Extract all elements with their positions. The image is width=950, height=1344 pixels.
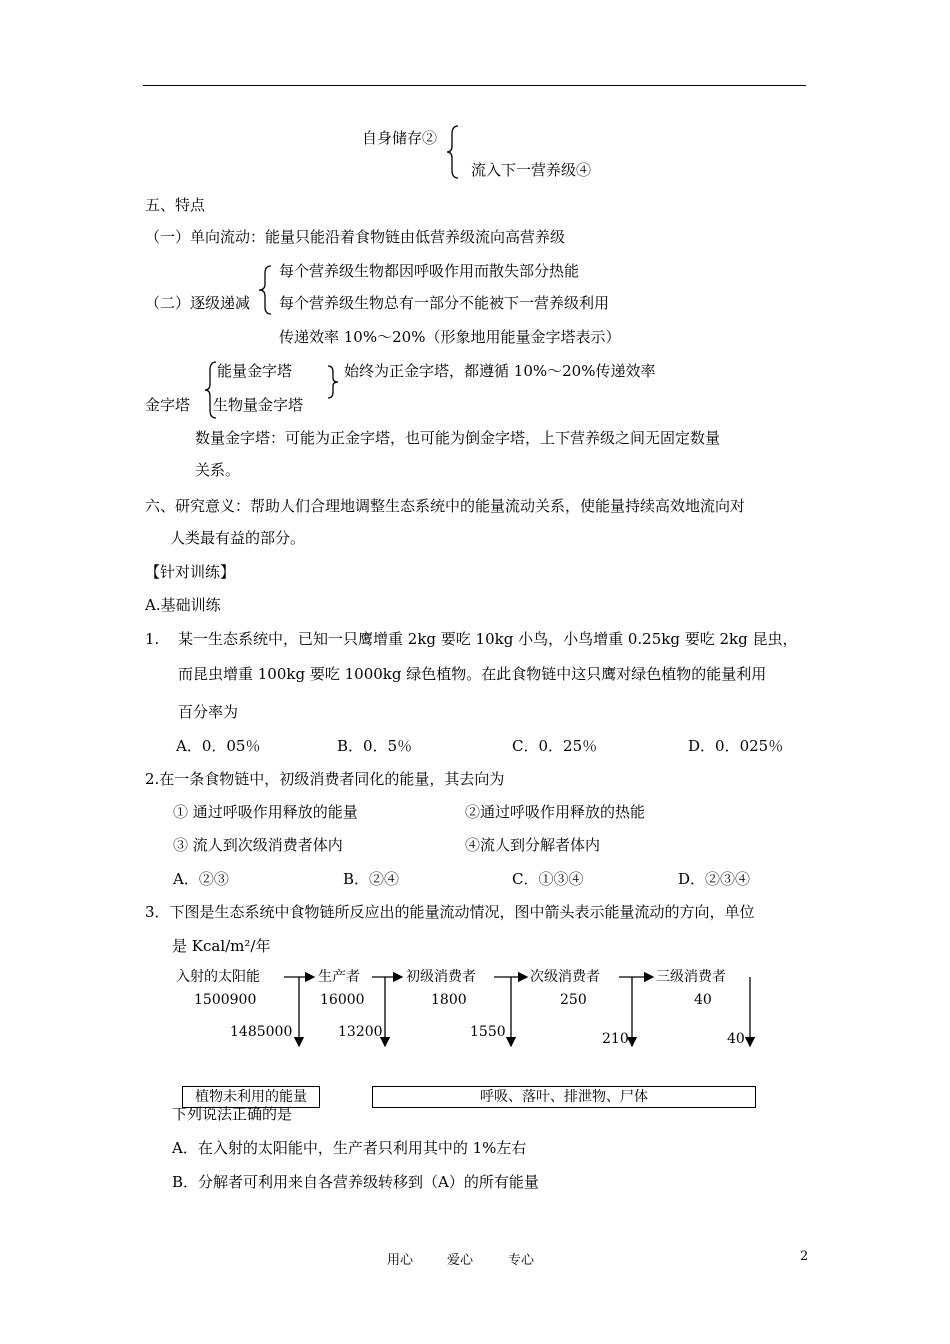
q1-option-b: B．0．5％ (337, 737, 413, 755)
training-heading: 【针对训练】 (145, 563, 236, 581)
pyramid-label: 金字塔 (145, 396, 191, 414)
loss-primary: 1550 (470, 1024, 506, 1040)
node-secondary: 次级消费者 (530, 969, 600, 985)
loss-solar: 1485000 (230, 1024, 293, 1040)
number-pyramid-line1: 数量金字塔：可能为正金字塔，也可能为倒金字塔，上下营养级之间无固定数量 (195, 429, 721, 447)
value-producer: 16000 (320, 992, 365, 1008)
footer-motto-2: 爱心 (447, 1253, 474, 1268)
q1-option-a: A．0．05％ (176, 737, 261, 755)
q3-line2: 是 Kcal/m²/年 (172, 937, 271, 955)
q1-line1: 某一生态系统中，已知一只鹰增重 2kg 要吃 10kg 小鸟，小鸟增重 0.25kg 要吃 2kg 昆虫， (178, 630, 798, 648)
q2-statement-1: ① 通过呼吸作用释放的能量 (173, 803, 358, 821)
biomass-pyramid: 生物量金字塔 (213, 396, 304, 414)
q2-statement-2: ②通过呼吸作用释放的热能 (465, 803, 646, 821)
value-solar: 1500900 (194, 992, 257, 1008)
node-tertiary: 三级消费者 (656, 969, 726, 985)
node-solar: 入射的太阳能 (176, 969, 260, 985)
section5-item2-line3: 传递效率 10%～20%（形象地用能量金字塔表示） (279, 328, 621, 346)
pyramid-shared-note: 始终为正金字塔，都遵循 10%～20%传递效率 (344, 362, 656, 380)
energy-flow-diagram (172, 960, 772, 1110)
section5-item2-line2: 每个营养级生物总有一部分不能被下一营养级利用 (279, 294, 610, 312)
q2-option-d: D．②③④ (678, 870, 751, 888)
energy-pyramid: 能量金字塔 (217, 362, 293, 380)
flow-next-text: 流入下一营养级④ (471, 161, 592, 179)
q3-option-a: A．在入射的太阳能中，生产者只利用其中的 1%左右 (172, 1139, 527, 1157)
pyramid-right-brace (326, 364, 340, 400)
section6-line1: 六、研究意义：帮助人们合理地调整生态系统中的能量流动关系，使能量持续高效地流向对 (145, 497, 746, 515)
node-primary: 初级消费者 (406, 969, 476, 985)
header-rule (143, 85, 806, 86)
q1-option-d: D．0．025％ (688, 737, 784, 755)
box-respiration: 呼吸、落叶、排泄物、尸体 (372, 1086, 756, 1108)
decrease-brace (258, 264, 274, 316)
value-tertiary: 40 (694, 992, 712, 1008)
q2-statement-4: ④流人到分解者体内 (465, 836, 601, 854)
loss-tertiary: 40 (727, 1031, 745, 1047)
loss-producer: 13200 (338, 1024, 383, 1040)
q3-prompt: 下列说法正确的是 (172, 1105, 293, 1123)
self-store-text: 自身储存② (362, 129, 438, 147)
section5-item2-label: （二）逐级递减 (145, 294, 251, 312)
page-number: 2 (800, 1249, 809, 1264)
training-sub: A.基础训练 (145, 596, 221, 614)
q2-statement-3: ③ 流人到次级消费者体内 (173, 836, 343, 854)
q3-line1: 3．下图是生态系统中食物链所反应出的能量流动情况，图中箭头表示能量流动的方向，单位 (145, 903, 755, 921)
q2-stem: 2.在一条食物链中，初级消费者同化的能量，其去向为 (145, 770, 505, 788)
q3-option-b: B．分解者可利用来自各营养级转移到（A）的所有能量 (172, 1173, 539, 1191)
q1-line2: 而昆虫增重 100kg 要吃 1000kg 绿色植物。在此食物链中这只鹰对绿色植物的能量利用 (178, 665, 767, 683)
q2-option-b: B．②④ (343, 870, 400, 888)
value-secondary: 250 (560, 992, 587, 1008)
node-producer: 生产者 (318, 969, 360, 985)
box-unused-energy: 植物未利用的能量 (182, 1086, 320, 1108)
q1-number: 1. (145, 630, 160, 648)
q2-option-a: A．②③ (173, 870, 229, 888)
value-primary: 1800 (431, 992, 467, 1008)
q1-line3: 百分率为 (178, 703, 239, 721)
section5-item2-line1: 每个营养级生物都因呼吸作用而散失部分热能 (279, 262, 580, 280)
outline-brace (446, 124, 462, 180)
q1-option-c: C．0．25％ (512, 737, 598, 755)
loss-secondary: 210 (602, 1031, 629, 1047)
section5-item1: （一）单向流动：能量只能沿着食物链由低营养级流向高营养级 (145, 228, 566, 246)
section6-line2: 人类最有益的部分。 (170, 529, 306, 547)
footer-motto-3: 专心 (508, 1253, 535, 1268)
q2-option-c: C．①③④ (512, 870, 584, 888)
number-pyramid-line2: 关系。 (195, 461, 241, 479)
section5-heading: 五、特点 (145, 196, 206, 214)
footer-motto-1: 用心 (387, 1253, 414, 1268)
